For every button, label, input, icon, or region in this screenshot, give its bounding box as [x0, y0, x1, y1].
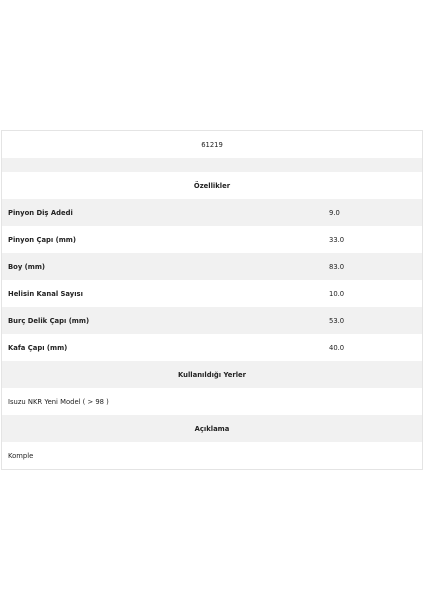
spec-value: 9.0: [329, 208, 340, 217]
spec-value: 83.0: [329, 262, 345, 271]
spec-value: 53.0: [329, 316, 345, 325]
spec-label: Boy (mm): [8, 262, 46, 271]
description-text: Komple: [8, 451, 34, 460]
usage-title: Kullanıldığı Yerler: [177, 370, 247, 379]
spec-label: Helisin Kanal Sayısı: [8, 289, 83, 298]
product-spec-table: [1, 130, 423, 470]
usage-text: Isuzu NKR Yeni Model ( > 98 ): [8, 397, 109, 406]
product-code-row: [2, 131, 422, 158]
spec-value: 33.0: [329, 235, 345, 244]
product-code: 61219: [201, 140, 223, 149]
spec-label: Burç Delik Çapı (mm): [8, 316, 90, 325]
description-header-row: [2, 415, 422, 442]
spec-value: 10.0: [329, 289, 345, 298]
spec-label: Pinyon Diş Adedi: [8, 208, 73, 217]
spec-row: [2, 253, 422, 280]
spec-label: Pinyon Çapı (mm): [8, 235, 76, 244]
description-row: [2, 442, 422, 469]
usage-header-row: [2, 361, 422, 388]
spec-value: 40.0: [329, 343, 345, 352]
spec-row: [2, 226, 422, 253]
spec-label: Kafa Çapı (mm): [8, 343, 68, 352]
usage-row: [2, 388, 422, 415]
specs-title: Özellikler: [193, 181, 231, 190]
specs-header-row: [2, 172, 422, 199]
spacer-row: [2, 158, 422, 172]
spec-row: [2, 307, 422, 334]
spec-row: [2, 334, 422, 361]
spec-row: [2, 280, 422, 307]
description-title: Açıklama: [194, 424, 230, 433]
spec-row: [2, 199, 422, 226]
